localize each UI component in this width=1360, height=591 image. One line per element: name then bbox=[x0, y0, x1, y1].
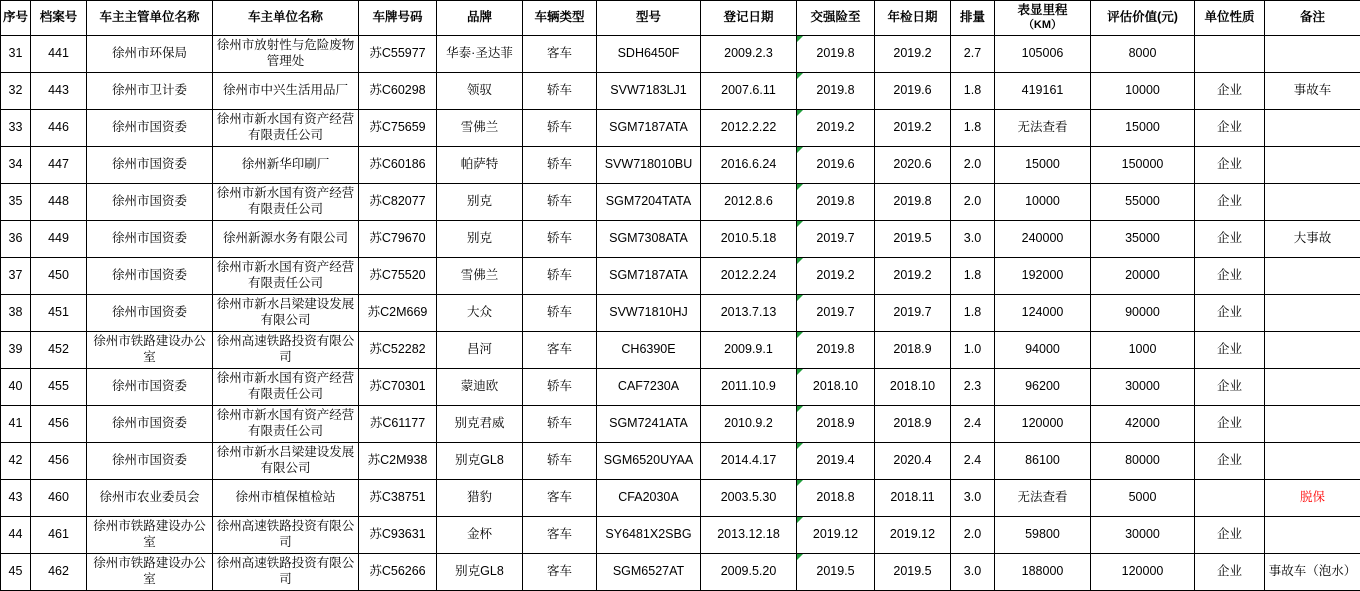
cell-mileage[interactable]: 15000 bbox=[995, 147, 1091, 184]
cell-vehicle-type[interactable]: 轿车 bbox=[523, 258, 597, 295]
cell-insurance-to[interactable]: 2019.4 bbox=[797, 443, 875, 480]
cell-owner[interactable]: 徐州市中兴生活用品厂 bbox=[213, 73, 359, 110]
column-header-inspect-date: 年检日期 bbox=[875, 1, 951, 36]
cell-brand[interactable]: 帕萨特 bbox=[437, 147, 523, 184]
cell-supervisor[interactable]: 徐州市国资委 bbox=[87, 443, 213, 480]
table-row[interactable] bbox=[1, 110, 1360, 147]
cell-file-no[interactable]: 451 bbox=[31, 295, 87, 332]
cell-brand[interactable]: 金杯 bbox=[437, 517, 523, 554]
cell-model[interactable]: CH6390E bbox=[597, 332, 701, 369]
column-header-brand: 品牌 bbox=[437, 1, 523, 36]
cell-unit-nature[interactable]: 企业 bbox=[1195, 406, 1265, 443]
cell-owner[interactable]: 徐州高速铁路投资有限公司 bbox=[213, 517, 359, 554]
cell-model[interactable]: SGM7187ATA bbox=[597, 110, 701, 147]
cell-unit-nature[interactable]: 企业 bbox=[1195, 369, 1265, 406]
cell-displacement[interactable]: 3.0 bbox=[951, 480, 995, 517]
cell-seq[interactable]: 41 bbox=[1, 406, 31, 443]
cell-inspect-date[interactable]: 2020.4 bbox=[875, 443, 951, 480]
cell-unit-nature[interactable] bbox=[1195, 36, 1265, 73]
cell-reg-date[interactable]: 2014.4.17 bbox=[701, 443, 797, 480]
cell-brand[interactable]: 华泰·圣达菲 bbox=[437, 36, 523, 73]
cell-seq[interactable]: 37 bbox=[1, 258, 31, 295]
cell-file-no[interactable]: 448 bbox=[31, 184, 87, 221]
cell-plate[interactable]: 苏C93631 bbox=[359, 517, 437, 554]
column-header-insurance-to: 交强险至 bbox=[797, 1, 875, 36]
cell-seq[interactable]: 44 bbox=[1, 517, 31, 554]
cell-owner[interactable]: 徐州市放射性与危险废物管理处 bbox=[213, 36, 359, 73]
cell-unit-nature[interactable]: 企业 bbox=[1195, 332, 1265, 369]
column-header-vehicle-type: 车辆类型 bbox=[523, 1, 597, 36]
cell-remark[interactable]: 事故车 bbox=[1265, 73, 1360, 110]
cell-unit-nature[interactable] bbox=[1195, 480, 1265, 517]
cell-value[interactable]: 150000 bbox=[1091, 147, 1195, 184]
cell-reg-date[interactable]: 2013.12.18 bbox=[701, 517, 797, 554]
column-header-owner: 车主单位名称 bbox=[213, 1, 359, 36]
cell-seq[interactable]: 31 bbox=[1, 36, 31, 73]
table-row[interactable] bbox=[1, 36, 1360, 73]
cell-reg-date[interactable]: 2009.2.3 bbox=[701, 36, 797, 73]
cell-insurance-to[interactable]: 2019.8 bbox=[797, 332, 875, 369]
cell-plate[interactable]: 苏C56266 bbox=[359, 554, 437, 591]
table-row[interactable] bbox=[1, 147, 1360, 184]
cell-supervisor[interactable]: 徐州市国资委 bbox=[87, 295, 213, 332]
cell-vehicle-type[interactable]: 客车 bbox=[523, 517, 597, 554]
cell-inspect-date[interactable]: 2018.9 bbox=[875, 332, 951, 369]
cell-seq[interactable]: 45 bbox=[1, 554, 31, 591]
column-header-value: 评估价值(元) bbox=[1091, 1, 1195, 36]
cell-remark[interactable]: 事故车（泡水） bbox=[1265, 554, 1360, 591]
cell-reg-date[interactable]: 2003.5.30 bbox=[701, 480, 797, 517]
table-row[interactable] bbox=[1, 221, 1360, 258]
cell-unit-nature[interactable]: 企业 bbox=[1195, 110, 1265, 147]
cell-brand[interactable]: 雪佛兰 bbox=[437, 110, 523, 147]
cell-owner[interactable]: 徐州新源水务有限公司 bbox=[213, 221, 359, 258]
cell-unit-nature[interactable]: 企业 bbox=[1195, 258, 1265, 295]
cell-unit-nature[interactable]: 企业 bbox=[1195, 554, 1265, 591]
cell-displacement[interactable]: 1.8 bbox=[951, 110, 995, 147]
cell-seq[interactable]: 42 bbox=[1, 443, 31, 480]
cell-vehicle-type[interactable]: 客车 bbox=[523, 554, 597, 591]
cell-owner[interactable]: 徐州市新水国有资产经营有限责任公司 bbox=[213, 369, 359, 406]
cell-value[interactable]: 5000 bbox=[1091, 480, 1195, 517]
cell-unit-nature[interactable]: 企业 bbox=[1195, 517, 1265, 554]
cell-owner[interactable]: 徐州市新水国有资产经营有限责任公司 bbox=[213, 110, 359, 147]
cell-displacement[interactable]: 1.8 bbox=[951, 73, 995, 110]
cell-remark[interactable] bbox=[1265, 258, 1360, 295]
cell-owner[interactable]: 徐州市新水国有资产经营有限责任公司 bbox=[213, 406, 359, 443]
cell-plate[interactable]: 苏C60186 bbox=[359, 147, 437, 184]
cell-plate[interactable]: 苏C82077 bbox=[359, 184, 437, 221]
cell-insurance-to[interactable]: 2019.8 bbox=[797, 36, 875, 73]
cell-mileage[interactable]: 59800 bbox=[995, 517, 1091, 554]
cell-displacement[interactable]: 1.0 bbox=[951, 332, 995, 369]
table-body bbox=[1, 36, 1360, 591]
cell-value[interactable]: 15000 bbox=[1091, 110, 1195, 147]
cell-file-no[interactable]: 456 bbox=[31, 443, 87, 480]
cell-file-no[interactable]: 447 bbox=[31, 147, 87, 184]
column-header-seq: 序号 bbox=[1, 1, 31, 36]
cell-vehicle-type[interactable]: 轿车 bbox=[523, 443, 597, 480]
cell-displacement[interactable]: 2.3 bbox=[951, 369, 995, 406]
cell-value[interactable]: 8000 bbox=[1091, 36, 1195, 73]
cell-displacement[interactable]: 2.7 bbox=[951, 36, 995, 73]
cell-mileage[interactable]: 无法查看 bbox=[995, 110, 1091, 147]
cell-file-no[interactable]: 450 bbox=[31, 258, 87, 295]
cell-inspect-date[interactable]: 2019.5 bbox=[875, 221, 951, 258]
cell-displacement[interactable]: 1.8 bbox=[951, 295, 995, 332]
cell-seq[interactable]: 35 bbox=[1, 184, 31, 221]
cell-owner[interactable]: 徐州高速铁路投资有限公司 bbox=[213, 554, 359, 591]
cell-supervisor[interactable]: 徐州市国资委 bbox=[87, 406, 213, 443]
cell-seq[interactable]: 32 bbox=[1, 73, 31, 110]
cell-model[interactable]: SVW718010BU bbox=[597, 147, 701, 184]
cell-mileage[interactable]: 120000 bbox=[995, 406, 1091, 443]
cell-supervisor[interactable]: 徐州市铁路建设办公室 bbox=[87, 332, 213, 369]
cell-mileage[interactable]: 105006 bbox=[995, 36, 1091, 73]
cell-remark[interactable] bbox=[1265, 147, 1360, 184]
cell-supervisor[interactable]: 徐州市铁路建设办公室 bbox=[87, 517, 213, 554]
table-row[interactable] bbox=[1, 369, 1360, 406]
cell-value[interactable]: 30000 bbox=[1091, 369, 1195, 406]
cell-vehicle-type[interactable]: 轿车 bbox=[523, 147, 597, 184]
cell-remark[interactable]: 脱保 bbox=[1265, 480, 1360, 517]
cell-insurance-to[interactable]: 2019.7 bbox=[797, 295, 875, 332]
table-row[interactable] bbox=[1, 258, 1360, 295]
cell-insurance-to[interactable]: 2018.10 bbox=[797, 369, 875, 406]
cell-reg-date[interactable]: 2012.8.6 bbox=[701, 184, 797, 221]
cell-insurance-to[interactable]: 2019.8 bbox=[797, 73, 875, 110]
cell-supervisor[interactable]: 徐州市国资委 bbox=[87, 184, 213, 221]
cell-supervisor[interactable]: 徐州市卫计委 bbox=[87, 73, 213, 110]
cell-value[interactable]: 1000 bbox=[1091, 332, 1195, 369]
cell-value[interactable]: 90000 bbox=[1091, 295, 1195, 332]
cell-vehicle-type[interactable]: 客车 bbox=[523, 36, 597, 73]
column-header-mileage-label: 表显里程 bbox=[1017, 3, 1067, 17]
cell-inspect-date[interactable]: 2019.8 bbox=[875, 184, 951, 221]
cell-brand[interactable]: 别克GL8 bbox=[437, 554, 523, 591]
cell-vehicle-type[interactable]: 客车 bbox=[523, 332, 597, 369]
cell-remark[interactable] bbox=[1265, 332, 1360, 369]
cell-inspect-date[interactable]: 2019.12 bbox=[875, 517, 951, 554]
cell-brand[interactable]: 蒙迪欧 bbox=[437, 369, 523, 406]
cell-remark[interactable] bbox=[1265, 184, 1360, 221]
cell-inspect-date[interactable]: 2019.2 bbox=[875, 36, 951, 73]
cell-plate[interactable]: 苏C2M938 bbox=[359, 443, 437, 480]
cell-plate[interactable]: 苏C55977 bbox=[359, 36, 437, 73]
cell-brand[interactable]: 领驭 bbox=[437, 73, 523, 110]
cell-displacement[interactable]: 2.0 bbox=[951, 184, 995, 221]
cell-model[interactable]: SVW7183LJ1 bbox=[597, 73, 701, 110]
cell-mileage[interactable]: 419161 bbox=[995, 73, 1091, 110]
cell-vehicle-type[interactable]: 轿车 bbox=[523, 295, 597, 332]
cell-file-no[interactable]: 446 bbox=[31, 110, 87, 147]
cell-brand[interactable]: 别克君威 bbox=[437, 406, 523, 443]
table-row[interactable] bbox=[1, 517, 1360, 554]
cell-owner[interactable]: 徐州新华印刷厂 bbox=[213, 147, 359, 184]
table-row[interactable] bbox=[1, 73, 1360, 110]
cell-supervisor[interactable]: 徐州市国资委 bbox=[87, 110, 213, 147]
cell-value[interactable]: 120000 bbox=[1091, 554, 1195, 591]
cell-insurance-to[interactable]: 2019.5 bbox=[797, 554, 875, 591]
cell-owner[interactable]: 徐州市植保植检站 bbox=[213, 480, 359, 517]
cell-reg-date[interactable]: 2011.10.9 bbox=[701, 369, 797, 406]
cell-brand[interactable]: 大众 bbox=[437, 295, 523, 332]
cell-seq[interactable]: 38 bbox=[1, 295, 31, 332]
cell-plate[interactable]: 苏C70301 bbox=[359, 369, 437, 406]
cell-vehicle-type[interactable]: 轿车 bbox=[523, 221, 597, 258]
cell-inspect-date[interactable]: 2019.5 bbox=[875, 554, 951, 591]
cell-displacement[interactable]: 3.0 bbox=[951, 221, 995, 258]
table-row[interactable] bbox=[1, 184, 1360, 221]
cell-seq[interactable]: 43 bbox=[1, 480, 31, 517]
table-row[interactable] bbox=[1, 332, 1360, 369]
cell-supervisor[interactable]: 徐州市农业委员会 bbox=[87, 480, 213, 517]
cell-value[interactable]: 10000 bbox=[1091, 73, 1195, 110]
cell-inspect-date[interactable]: 2018.9 bbox=[875, 406, 951, 443]
cell-file-no[interactable]: 443 bbox=[31, 73, 87, 110]
cell-model[interactable]: SDH6450F bbox=[597, 36, 701, 73]
cell-plate[interactable]: 苏C60298 bbox=[359, 73, 437, 110]
cell-mileage[interactable]: 10000 bbox=[995, 184, 1091, 221]
cell-inspect-date[interactable]: 2020.6 bbox=[875, 147, 951, 184]
cell-brand[interactable]: 猎豹 bbox=[437, 480, 523, 517]
cell-brand[interactable]: 别克 bbox=[437, 221, 523, 258]
cell-unit-nature[interactable]: 企业 bbox=[1195, 221, 1265, 258]
cell-model[interactable]: SGM6520UYAA bbox=[597, 443, 701, 480]
cell-insurance-to[interactable]: 2018.8 bbox=[797, 480, 875, 517]
cell-reg-date[interactable]: 2010.9.2 bbox=[701, 406, 797, 443]
cell-reg-date[interactable]: 2010.5.18 bbox=[701, 221, 797, 258]
cell-vehicle-type[interactable]: 轿车 bbox=[523, 110, 597, 147]
cell-displacement[interactable]: 3.0 bbox=[951, 554, 995, 591]
cell-model[interactable]: SGM7187ATA bbox=[597, 258, 701, 295]
table-header-row bbox=[1, 1, 1360, 36]
cell-reg-date[interactable]: 2009.5.20 bbox=[701, 554, 797, 591]
cell-mileage[interactable]: 124000 bbox=[995, 295, 1091, 332]
cell-brand[interactable]: 昌河 bbox=[437, 332, 523, 369]
cell-supervisor[interactable]: 徐州市国资委 bbox=[87, 258, 213, 295]
cell-owner[interactable]: 徐州市新水国有资产经营有限责任公司 bbox=[213, 184, 359, 221]
cell-file-no[interactable]: 456 bbox=[31, 406, 87, 443]
cell-brand[interactable]: 别克 bbox=[437, 184, 523, 221]
cell-model[interactable]: SY6481X2SBG bbox=[597, 517, 701, 554]
cell-plate[interactable]: 苏C61177 bbox=[359, 406, 437, 443]
cell-mileage[interactable]: 96200 bbox=[995, 369, 1091, 406]
cell-displacement[interactable]: 2.4 bbox=[951, 443, 995, 480]
cell-inspect-date[interactable]: 2019.7 bbox=[875, 295, 951, 332]
column-header-mileage-unit: （KM） bbox=[997, 19, 1088, 33]
cell-remark[interactable] bbox=[1265, 517, 1360, 554]
cell-mileage[interactable]: 无法查看 bbox=[995, 480, 1091, 517]
cell-mileage[interactable]: 188000 bbox=[995, 554, 1091, 591]
cell-insurance-to[interactable]: 2019.2 bbox=[797, 258, 875, 295]
cell-reg-date[interactable]: 2012.2.22 bbox=[701, 110, 797, 147]
cell-remark[interactable]: 大事故 bbox=[1265, 221, 1360, 258]
cell-value[interactable]: 42000 bbox=[1091, 406, 1195, 443]
cell-file-no[interactable]: 460 bbox=[31, 480, 87, 517]
cell-unit-nature[interactable]: 企业 bbox=[1195, 73, 1265, 110]
table-row[interactable] bbox=[1, 406, 1360, 443]
cell-model[interactable]: SGM6527AT bbox=[597, 554, 701, 591]
cell-insurance-to[interactable]: 2019.6 bbox=[797, 147, 875, 184]
cell-mileage[interactable]: 192000 bbox=[995, 258, 1091, 295]
column-header-supervisor: 车主主管单位名称 bbox=[87, 1, 213, 36]
cell-owner[interactable]: 徐州市新水吕梁建设发展有限公司 bbox=[213, 443, 359, 480]
cell-model[interactable]: CAF7230A bbox=[597, 369, 701, 406]
cell-displacement[interactable]: 2.0 bbox=[951, 517, 995, 554]
cell-vehicle-type[interactable]: 轿车 bbox=[523, 406, 597, 443]
cell-remark[interactable] bbox=[1265, 443, 1360, 480]
table-row[interactable] bbox=[1, 554, 1360, 591]
cell-displacement[interactable]: 2.0 bbox=[951, 147, 995, 184]
cell-plate[interactable]: 苏C75659 bbox=[359, 110, 437, 147]
cell-seq[interactable]: 39 bbox=[1, 332, 31, 369]
table-row[interactable] bbox=[1, 443, 1360, 480]
cell-unit-nature[interactable]: 企业 bbox=[1195, 443, 1265, 480]
column-header-reg-date: 登记日期 bbox=[701, 1, 797, 36]
cell-insurance-to[interactable]: 2019.7 bbox=[797, 221, 875, 258]
cell-supervisor[interactable]: 徐州市国资委 bbox=[87, 221, 213, 258]
cell-brand[interactable]: 别克GL8 bbox=[437, 443, 523, 480]
column-header-file-no: 档案号 bbox=[31, 1, 87, 36]
cell-mileage[interactable]: 86100 bbox=[995, 443, 1091, 480]
cell-supervisor[interactable]: 徐州市铁路建设办公室 bbox=[87, 554, 213, 591]
cell-inspect-date[interactable]: 2018.10 bbox=[875, 369, 951, 406]
cell-plate[interactable]: 苏C52282 bbox=[359, 332, 437, 369]
cell-unit-nature[interactable]: 企业 bbox=[1195, 295, 1265, 332]
cell-insurance-to[interactable]: 2019.8 bbox=[797, 184, 875, 221]
cell-plate[interactable]: 苏C79670 bbox=[359, 221, 437, 258]
cell-inspect-date[interactable]: 2018.11 bbox=[875, 480, 951, 517]
cell-reg-date[interactable]: 2012.2.24 bbox=[701, 258, 797, 295]
cell-reg-date[interactable]: 2016.6.24 bbox=[701, 147, 797, 184]
cell-model[interactable]: CFA2030A bbox=[597, 480, 701, 517]
cell-remark[interactable] bbox=[1265, 406, 1360, 443]
cell-owner[interactable]: 徐州市新水国有资产经营有限责任公司 bbox=[213, 258, 359, 295]
cell-owner[interactable]: 徐州高速铁路投资有限公司 bbox=[213, 332, 359, 369]
cell-vehicle-type[interactable]: 轿车 bbox=[523, 369, 597, 406]
column-header-model: 型号 bbox=[597, 1, 701, 36]
column-header-mileage bbox=[995, 1, 1091, 36]
column-header-plate: 车牌号码 bbox=[359, 1, 437, 36]
cell-reg-date[interactable]: 2007.6.11 bbox=[701, 73, 797, 110]
cell-remark[interactable] bbox=[1265, 295, 1360, 332]
cell-value[interactable]: 55000 bbox=[1091, 184, 1195, 221]
cell-file-no[interactable]: 449 bbox=[31, 221, 87, 258]
cell-file-no[interactable]: 461 bbox=[31, 517, 87, 554]
cell-seq[interactable]: 40 bbox=[1, 369, 31, 406]
cell-owner[interactable]: 徐州市新水吕梁建设发展有限公司 bbox=[213, 295, 359, 332]
cell-reg-date[interactable]: 2013.7.13 bbox=[701, 295, 797, 332]
cell-seq[interactable]: 36 bbox=[1, 221, 31, 258]
cell-mileage[interactable]: 94000 bbox=[995, 332, 1091, 369]
cell-vehicle-type[interactable]: 轿车 bbox=[523, 73, 597, 110]
cell-inspect-date[interactable]: 2019.6 bbox=[875, 73, 951, 110]
column-header-displacement: 排量 bbox=[951, 1, 995, 36]
cell-model[interactable]: SVW71810HJ bbox=[597, 295, 701, 332]
cell-value[interactable]: 35000 bbox=[1091, 221, 1195, 258]
cell-insurance-to[interactable]: 2019.2 bbox=[797, 110, 875, 147]
cell-file-no[interactable]: 455 bbox=[31, 369, 87, 406]
column-header-unit-nature: 单位性质 bbox=[1195, 1, 1265, 36]
cell-insurance-to[interactable]: 2018.9 bbox=[797, 406, 875, 443]
cell-displacement[interactable]: 2.4 bbox=[951, 406, 995, 443]
cell-model[interactable]: SGM7204TATA bbox=[597, 184, 701, 221]
cell-inspect-date[interactable]: 2019.2 bbox=[875, 258, 951, 295]
column-header-remark: 备注 bbox=[1265, 1, 1360, 36]
cell-remark[interactable] bbox=[1265, 36, 1360, 73]
cell-supervisor[interactable]: 徐州市环保局 bbox=[87, 36, 213, 73]
cell-seq[interactable]: 34 bbox=[1, 147, 31, 184]
cell-model[interactable]: SGM7308ATA bbox=[597, 221, 701, 258]
cell-plate[interactable]: 苏C38751 bbox=[359, 480, 437, 517]
cell-vehicle-type[interactable]: 客车 bbox=[523, 480, 597, 517]
cell-supervisor[interactable]: 徐州市国资委 bbox=[87, 369, 213, 406]
table-row[interactable] bbox=[1, 480, 1360, 517]
cell-plate[interactable]: 苏C75520 bbox=[359, 258, 437, 295]
cell-remark[interactable] bbox=[1265, 369, 1360, 406]
cell-file-no[interactable]: 452 bbox=[31, 332, 87, 369]
cell-unit-nature[interactable]: 企业 bbox=[1195, 147, 1265, 184]
cell-remark[interactable] bbox=[1265, 110, 1360, 147]
cell-displacement[interactable]: 1.8 bbox=[951, 258, 995, 295]
table-row[interactable] bbox=[1, 295, 1360, 332]
cell-file-no[interactable]: 441 bbox=[31, 36, 87, 73]
cell-plate[interactable]: 苏C2M669 bbox=[359, 295, 437, 332]
cell-unit-nature[interactable]: 企业 bbox=[1195, 184, 1265, 221]
cell-vehicle-type[interactable]: 轿车 bbox=[523, 184, 597, 221]
cell-supervisor[interactable]: 徐州市国资委 bbox=[87, 147, 213, 184]
cell-value[interactable]: 80000 bbox=[1091, 443, 1195, 480]
cell-mileage[interactable]: 240000 bbox=[995, 221, 1091, 258]
cell-value[interactable]: 30000 bbox=[1091, 517, 1195, 554]
cell-reg-date[interactable]: 2009.9.1 bbox=[701, 332, 797, 369]
cell-seq[interactable]: 33 bbox=[1, 110, 31, 147]
cell-model[interactable]: SGM7241ATA bbox=[597, 406, 701, 443]
cell-brand[interactable]: 雪佛兰 bbox=[437, 258, 523, 295]
cell-inspect-date[interactable]: 2019.2 bbox=[875, 110, 951, 147]
cell-insurance-to[interactable]: 2019.12 bbox=[797, 517, 875, 554]
cell-file-no[interactable]: 462 bbox=[31, 554, 87, 591]
cell-value[interactable]: 20000 bbox=[1091, 258, 1195, 295]
